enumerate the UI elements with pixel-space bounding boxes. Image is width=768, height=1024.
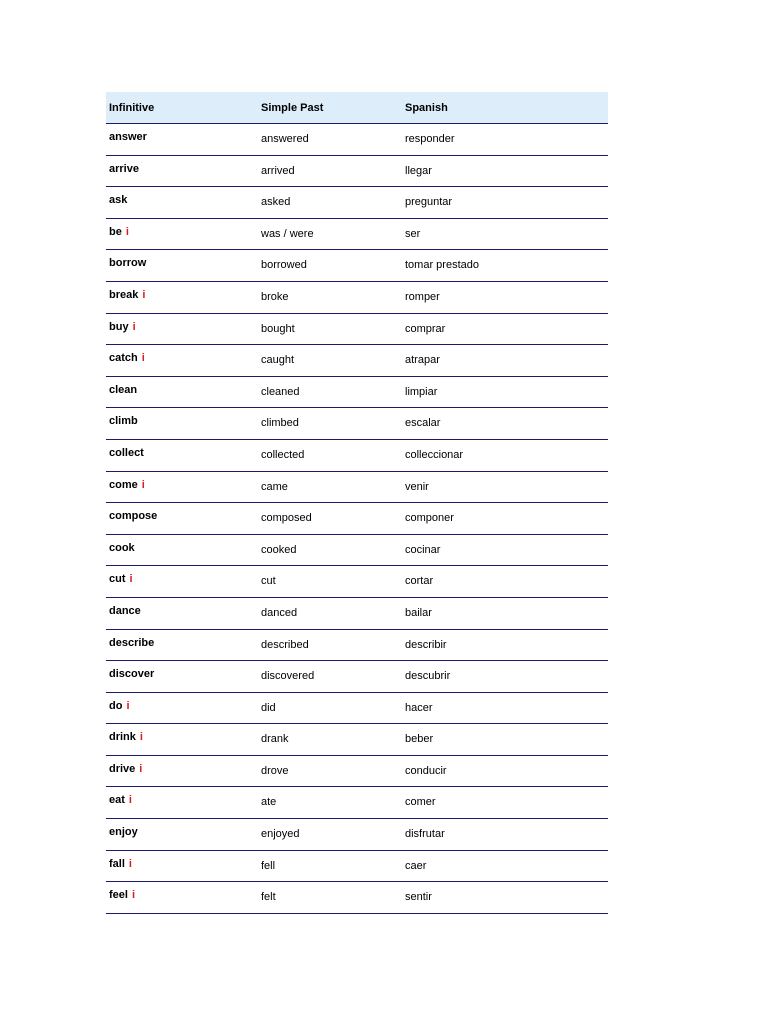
- irregular-marker: i: [142, 288, 146, 301]
- irregular-marker: i: [125, 225, 129, 238]
- infinitive-wrapper: [109, 882, 258, 901]
- infinitive-text: buy: [109, 320, 129, 333]
- infinitive-cell: [106, 281, 258, 313]
- infinitive-text: ask: [109, 194, 128, 207]
- simple-past-cell: [258, 566, 402, 598]
- table-row: [106, 787, 608, 819]
- simple-past-text: cleaned: [261, 385, 300, 398]
- table-row: [106, 345, 608, 377]
- infinitive-text: cook: [109, 541, 135, 554]
- infinitive-cell: [106, 597, 258, 629]
- infinitive-wrapper: [109, 598, 258, 617]
- infinitive-wrapper: [109, 440, 258, 459]
- irregular-marker: i: [132, 320, 136, 333]
- infinitive-cell: [106, 787, 258, 819]
- spanish-text: componer: [405, 512, 454, 525]
- table-row: [106, 629, 608, 661]
- simple-past-cell: [258, 408, 402, 440]
- spanish-cell: [402, 724, 608, 756]
- infinitive-text: be: [109, 225, 122, 238]
- infinitive-wrapper: [109, 851, 258, 870]
- infinitive-cell: [106, 850, 258, 882]
- infinitive-text: drive: [109, 762, 136, 775]
- spanish-cell: [402, 439, 608, 471]
- table-row: [106, 155, 608, 187]
- spanish-cell: [402, 850, 608, 882]
- header-row: [106, 92, 608, 124]
- simple-past-text: cooked: [261, 543, 297, 556]
- spanish-cell: [402, 503, 608, 535]
- table-row: [106, 724, 608, 756]
- spanish-text: describir: [405, 638, 447, 651]
- spanish-text: llegar: [405, 164, 432, 177]
- infinitive-cell: [106, 724, 258, 756]
- spanish-cell: [402, 755, 608, 787]
- infinitive-cell: [106, 313, 258, 345]
- simple-past-cell: [258, 376, 402, 408]
- infinitive-cell: [106, 408, 258, 440]
- simple-past-text: broke: [261, 290, 289, 303]
- infinitive-cell: [106, 345, 258, 377]
- infinitive-text: borrow: [109, 257, 147, 270]
- irregular-marker: i: [128, 794, 132, 807]
- table-row: [106, 819, 608, 851]
- spanish-cell: [402, 376, 608, 408]
- infinitive-text: discover: [109, 668, 155, 681]
- irregular-marker: i: [126, 699, 130, 712]
- header-spanish: Spanish: [402, 92, 608, 124]
- simple-past-cell: [258, 724, 402, 756]
- table-row: [106, 281, 608, 313]
- table-row: [106, 124, 608, 156]
- table-row: [106, 534, 608, 566]
- infinitive-cell: [106, 566, 258, 598]
- table-row: [106, 471, 608, 503]
- infinitive-wrapper: [109, 124, 258, 143]
- simple-past-text: discovered: [261, 670, 315, 683]
- spanish-text: sentir: [405, 891, 432, 904]
- simple-past-text: borrowed: [261, 259, 307, 272]
- table-row: [106, 439, 608, 471]
- simple-past-text: drank: [261, 733, 289, 746]
- spanish-text: comer: [405, 796, 436, 809]
- spanish-cell: [402, 281, 608, 313]
- infinitive-cell: [106, 503, 258, 535]
- infinitive-text: cut: [109, 573, 126, 586]
- infinitive-wrapper: [109, 756, 258, 775]
- infinitive-cell: [106, 629, 258, 661]
- simple-past-text: did: [261, 701, 276, 714]
- infinitive-cell: [106, 187, 258, 219]
- spanish-cell: [402, 155, 608, 187]
- spanish-cell: [402, 124, 608, 156]
- infinitive-wrapper: [109, 693, 258, 712]
- simple-past-text: cut: [261, 575, 276, 588]
- infinitive-text: drink: [109, 731, 136, 744]
- infinitive-text: fall: [109, 857, 125, 870]
- simple-past-cell: [258, 661, 402, 693]
- infinitive-text: climb: [109, 415, 138, 428]
- infinitive-cell: [106, 661, 258, 693]
- infinitive-text: come: [109, 478, 138, 491]
- spanish-cell: [402, 692, 608, 724]
- spanish-cell: [402, 408, 608, 440]
- table-row: [106, 218, 608, 250]
- header-simple-past: Simple Past: [258, 92, 402, 124]
- simple-past-text: bought: [261, 322, 295, 335]
- simple-past-cell: [258, 250, 402, 282]
- spanish-cell: [402, 187, 608, 219]
- infinitive-cell: [106, 250, 258, 282]
- simple-past-cell: [258, 471, 402, 503]
- infinitive-wrapper: [109, 630, 258, 649]
- infinitive-wrapper: [109, 535, 258, 554]
- spanish-text: cortar: [405, 575, 434, 588]
- infinitive-wrapper: [109, 787, 258, 806]
- spanish-text: tomar prestado: [405, 259, 479, 272]
- infinitive-cell: [106, 439, 258, 471]
- infinitive-wrapper: [109, 187, 258, 206]
- infinitive-text: compose: [109, 510, 158, 523]
- simple-past-cell: [258, 534, 402, 566]
- simple-past-cell: [258, 503, 402, 535]
- infinitive-text: do: [109, 699, 123, 712]
- simple-past-text: ate: [261, 796, 277, 809]
- simple-past-cell: [258, 787, 402, 819]
- spanish-cell: [402, 597, 608, 629]
- infinitive-text: describe: [109, 636, 155, 649]
- simple-past-cell: [258, 187, 402, 219]
- infinitive-wrapper: [109, 156, 258, 175]
- irregular-marker: i: [141, 352, 145, 365]
- simple-past-cell: [258, 345, 402, 377]
- spanish-cell: [402, 345, 608, 377]
- spanish-text: descubrir: [405, 670, 451, 683]
- infinitive-cell: [106, 124, 258, 156]
- table-row: [106, 503, 608, 535]
- simple-past-cell: [258, 439, 402, 471]
- spanish-cell: [402, 471, 608, 503]
- infinitive-cell: [106, 819, 258, 851]
- simple-past-text: asked: [261, 196, 291, 209]
- infinitive-wrapper: [109, 377, 258, 396]
- table-row: [106, 692, 608, 724]
- infinitive-text: feel: [109, 889, 128, 902]
- table-row: [106, 250, 608, 282]
- infinitive-cell: [106, 471, 258, 503]
- spanish-text: conducir: [405, 764, 447, 777]
- table-row: [106, 566, 608, 598]
- spanish-text: atrapar: [405, 354, 440, 367]
- infinitive-cell: [106, 155, 258, 187]
- irregular-marker: i: [128, 857, 132, 870]
- header-infinitive: Infinitive: [106, 92, 258, 124]
- spanish-text: ser: [405, 227, 421, 240]
- infinitive-wrapper: [109, 472, 258, 491]
- infinitive-wrapper: [109, 819, 258, 838]
- spanish-text: limpiar: [405, 385, 438, 398]
- infinitive-text: arrive: [109, 162, 139, 175]
- simple-past-text: described: [261, 638, 309, 651]
- spanish-text: venir: [405, 480, 429, 493]
- simple-past-text: enjoyed: [261, 828, 300, 841]
- table-header: [106, 92, 608, 124]
- infinitive-wrapper: [109, 282, 258, 301]
- infinitive-text: catch: [109, 352, 138, 365]
- simple-past-text: answered: [261, 133, 309, 145]
- table-row: [106, 597, 608, 629]
- infinitive-cell: [106, 376, 258, 408]
- simple-past-cell: [258, 597, 402, 629]
- simple-past-text: was / were: [261, 227, 314, 240]
- infinitive-wrapper: [109, 345, 258, 364]
- irregular-marker: i: [139, 731, 143, 744]
- spanish-cell: [402, 218, 608, 250]
- spanish-cell: [402, 566, 608, 598]
- infinitive-cell: [106, 534, 258, 566]
- simple-past-cell: [258, 819, 402, 851]
- spanish-cell: [402, 661, 608, 693]
- spanish-cell: [402, 250, 608, 282]
- spanish-text: disfrutar: [405, 828, 445, 841]
- spanish-text: responder: [405, 133, 455, 145]
- simple-past-cell: [258, 629, 402, 661]
- simple-past-text: climbed: [261, 417, 299, 430]
- spanish-text: romper: [405, 290, 440, 303]
- spanish-text: bailar: [405, 606, 432, 619]
- simple-past-cell: [258, 313, 402, 345]
- infinitive-wrapper: [109, 314, 258, 333]
- spanish-text: escalar: [405, 417, 441, 430]
- simple-past-cell: [258, 281, 402, 313]
- table-row: [106, 313, 608, 345]
- table-row: [106, 187, 608, 219]
- infinitive-cell: [106, 882, 258, 914]
- infinitive-text: dance: [109, 604, 141, 617]
- infinitive-wrapper: [109, 724, 258, 743]
- table-row: [106, 408, 608, 440]
- simple-past-text: fell: [261, 859, 276, 872]
- infinitive-wrapper: [109, 566, 258, 585]
- table-row: [106, 661, 608, 693]
- spanish-text: colleccionar: [405, 448, 464, 461]
- spanish-cell: [402, 534, 608, 566]
- infinitive-wrapper: [109, 503, 258, 522]
- simple-past-cell: [258, 755, 402, 787]
- simple-past-text: collected: [261, 448, 305, 461]
- verb-table: [106, 92, 608, 914]
- simple-past-cell: [258, 692, 402, 724]
- spanish-text: cocinar: [405, 543, 441, 556]
- simple-past-text: arrived: [261, 164, 295, 177]
- spanish-text: comprar: [405, 322, 446, 335]
- irregular-marker: i: [139, 762, 143, 775]
- simple-past-text: came: [261, 480, 288, 493]
- spanish-text: beber: [405, 733, 434, 746]
- irregular-marker: i: [129, 573, 133, 586]
- simple-past-text: composed: [261, 512, 312, 525]
- irregular-marker: i: [141, 478, 145, 491]
- infinitive-text: collect: [109, 446, 144, 459]
- table-row: [106, 376, 608, 408]
- infinitive-text: clean: [109, 383, 138, 396]
- infinitive-wrapper: [109, 250, 258, 269]
- simple-past-cell: [258, 218, 402, 250]
- infinitive-text: break: [109, 288, 139, 301]
- infinitive-cell: [106, 755, 258, 787]
- infinitive-text: enjoy: [109, 826, 138, 839]
- simple-past-text: danced: [261, 606, 298, 619]
- spanish-cell: [402, 819, 608, 851]
- spanish-cell: [402, 629, 608, 661]
- table-row: [106, 882, 608, 914]
- simple-past-text: felt: [261, 891, 276, 904]
- spanish-cell: [402, 882, 608, 914]
- simple-past-cell: [258, 155, 402, 187]
- infinitive-text: eat: [109, 794, 125, 807]
- simple-past-text: caught: [261, 354, 295, 367]
- irregular-marker: i: [131, 889, 136, 902]
- infinitive-wrapper: [109, 661, 258, 680]
- simple-past-cell: [258, 882, 402, 914]
- table-row: [106, 755, 608, 787]
- table-body: [106, 124, 608, 914]
- infinitive-wrapper: [109, 408, 258, 427]
- simple-past-cell: [258, 124, 402, 156]
- table-row: [106, 850, 608, 882]
- simple-past-cell: [258, 850, 402, 882]
- spanish-cell: [402, 787, 608, 819]
- infinitive-cell: [106, 692, 258, 724]
- infinitive-wrapper: [109, 219, 258, 238]
- spanish-cell: [402, 313, 608, 345]
- spanish-text: hacer: [405, 701, 433, 714]
- simple-past-text: drove: [261, 764, 289, 777]
- infinitive-cell: [106, 218, 258, 250]
- spanish-text: preguntar: [405, 196, 453, 209]
- infinitive-text: answer: [109, 131, 147, 143]
- spanish-text: caer: [405, 859, 427, 872]
